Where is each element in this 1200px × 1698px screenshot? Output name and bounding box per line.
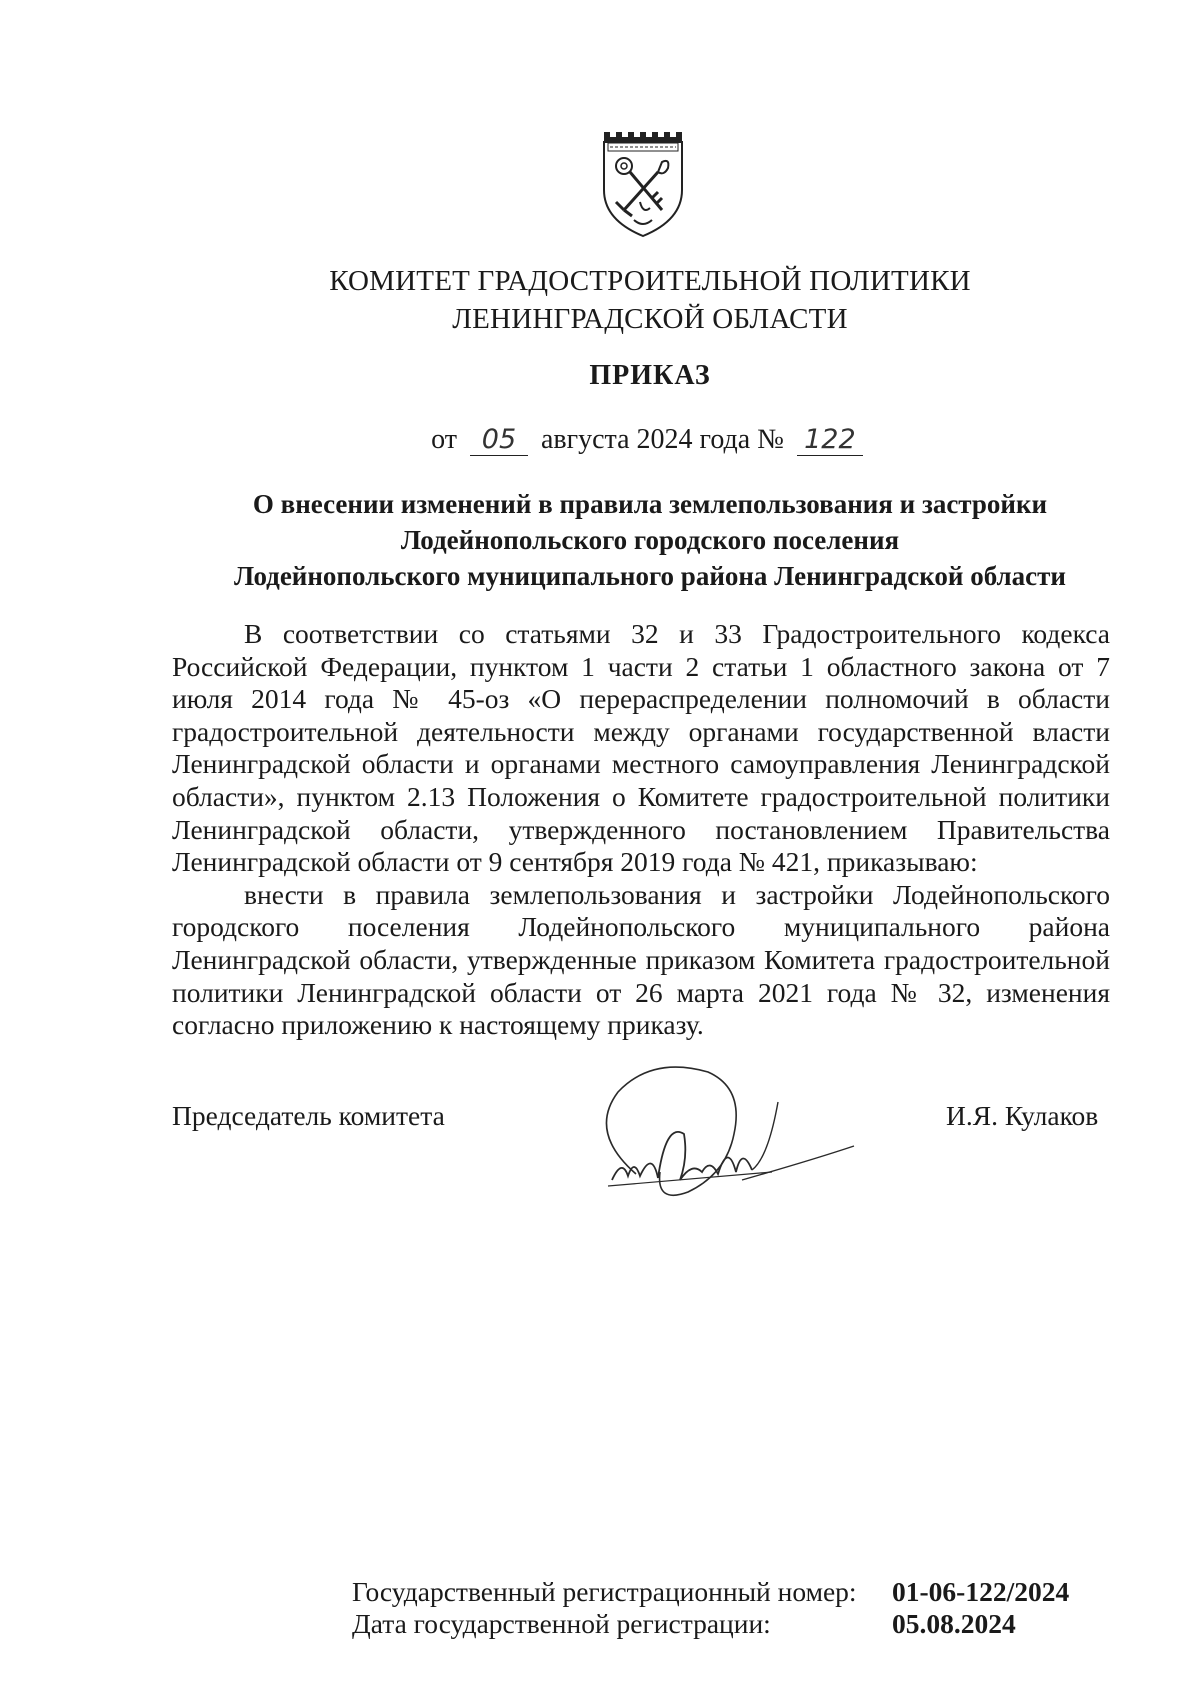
organization-line-2: ЛЕНИНГРАДСКОЙ ОБЛАСТИ [452,303,848,335]
signer-name: И.Я. Кулаков [946,1100,1099,1131]
order-subject [200,486,1100,594]
signer-role: Председатель комитета [172,1100,445,1131]
order-number-handwritten: 122 [797,425,863,456]
order-date-line [200,424,1100,456]
body-paragraph-1: В соответствии со статьями 32 и 33 Градостроительного кодекса Российской Федерации, пунктом 1 части 2 статьи 1 областного закона от 7 июля 2014 года № 45-оз «О перераспределении полномочий в области градостроительной деятельности между органами государственной власти Ленинградской области и органами местного самоуправления Ленинградской области», пунктом 2.13 Положения о Комитете градостроительной политики Ленинградской области, утвержденного постановлением Правительства Ленинградской области от 9 сентября 2019 года № 421, приказываю: [172,618,1110,878]
registration-number-row [352,1576,1069,1608]
date-month-year: августа 2024 года № [540,424,784,455]
registration-date-label: Дата государственной регистрации: [352,1608,771,1639]
date-prefix: от [431,424,457,455]
registration-number-value: 01-06-122/2024 [892,1576,1070,1607]
subject-line-3: Лодейнопольского муниципального района Ленинградской области [234,561,1066,591]
organization-name [200,262,1100,338]
order-body [172,618,1110,1042]
registration-number-label: Государственный регистрационный номер: [352,1576,857,1607]
subject-line-1: О внесении изменений в правила землепользования и застройки [252,489,1048,519]
organization-line-1: КОМИТЕТ ГРАДОСТРОИТЕЛЬНОЙ ПОЛИТИКИ [329,265,971,297]
subject-line-2: Лодейнопольского городского поселения [400,525,900,555]
body-paragraph-2: внести в правила землепользования и застройки Лодейнопольского городского поселения Лодейнопольского муниципального района Ленинградской области, утвержденные приказом Комитета градостроительной политики Ленинградской области от 26 марта 2021 года № 32, изменения согласно приложению к настоящему приказу. [172,878,1110,1041]
order-title: ПРИКАЗ [589,360,711,391]
registration-block [352,1576,1069,1640]
registration-date-row [352,1608,1069,1640]
handwritten-signature [592,1062,872,1218]
registration-date-value: 05.08.2024 [892,1608,1016,1639]
order-day-handwritten: 05 [470,425,528,456]
coat-of-arms-icon [600,128,686,240]
